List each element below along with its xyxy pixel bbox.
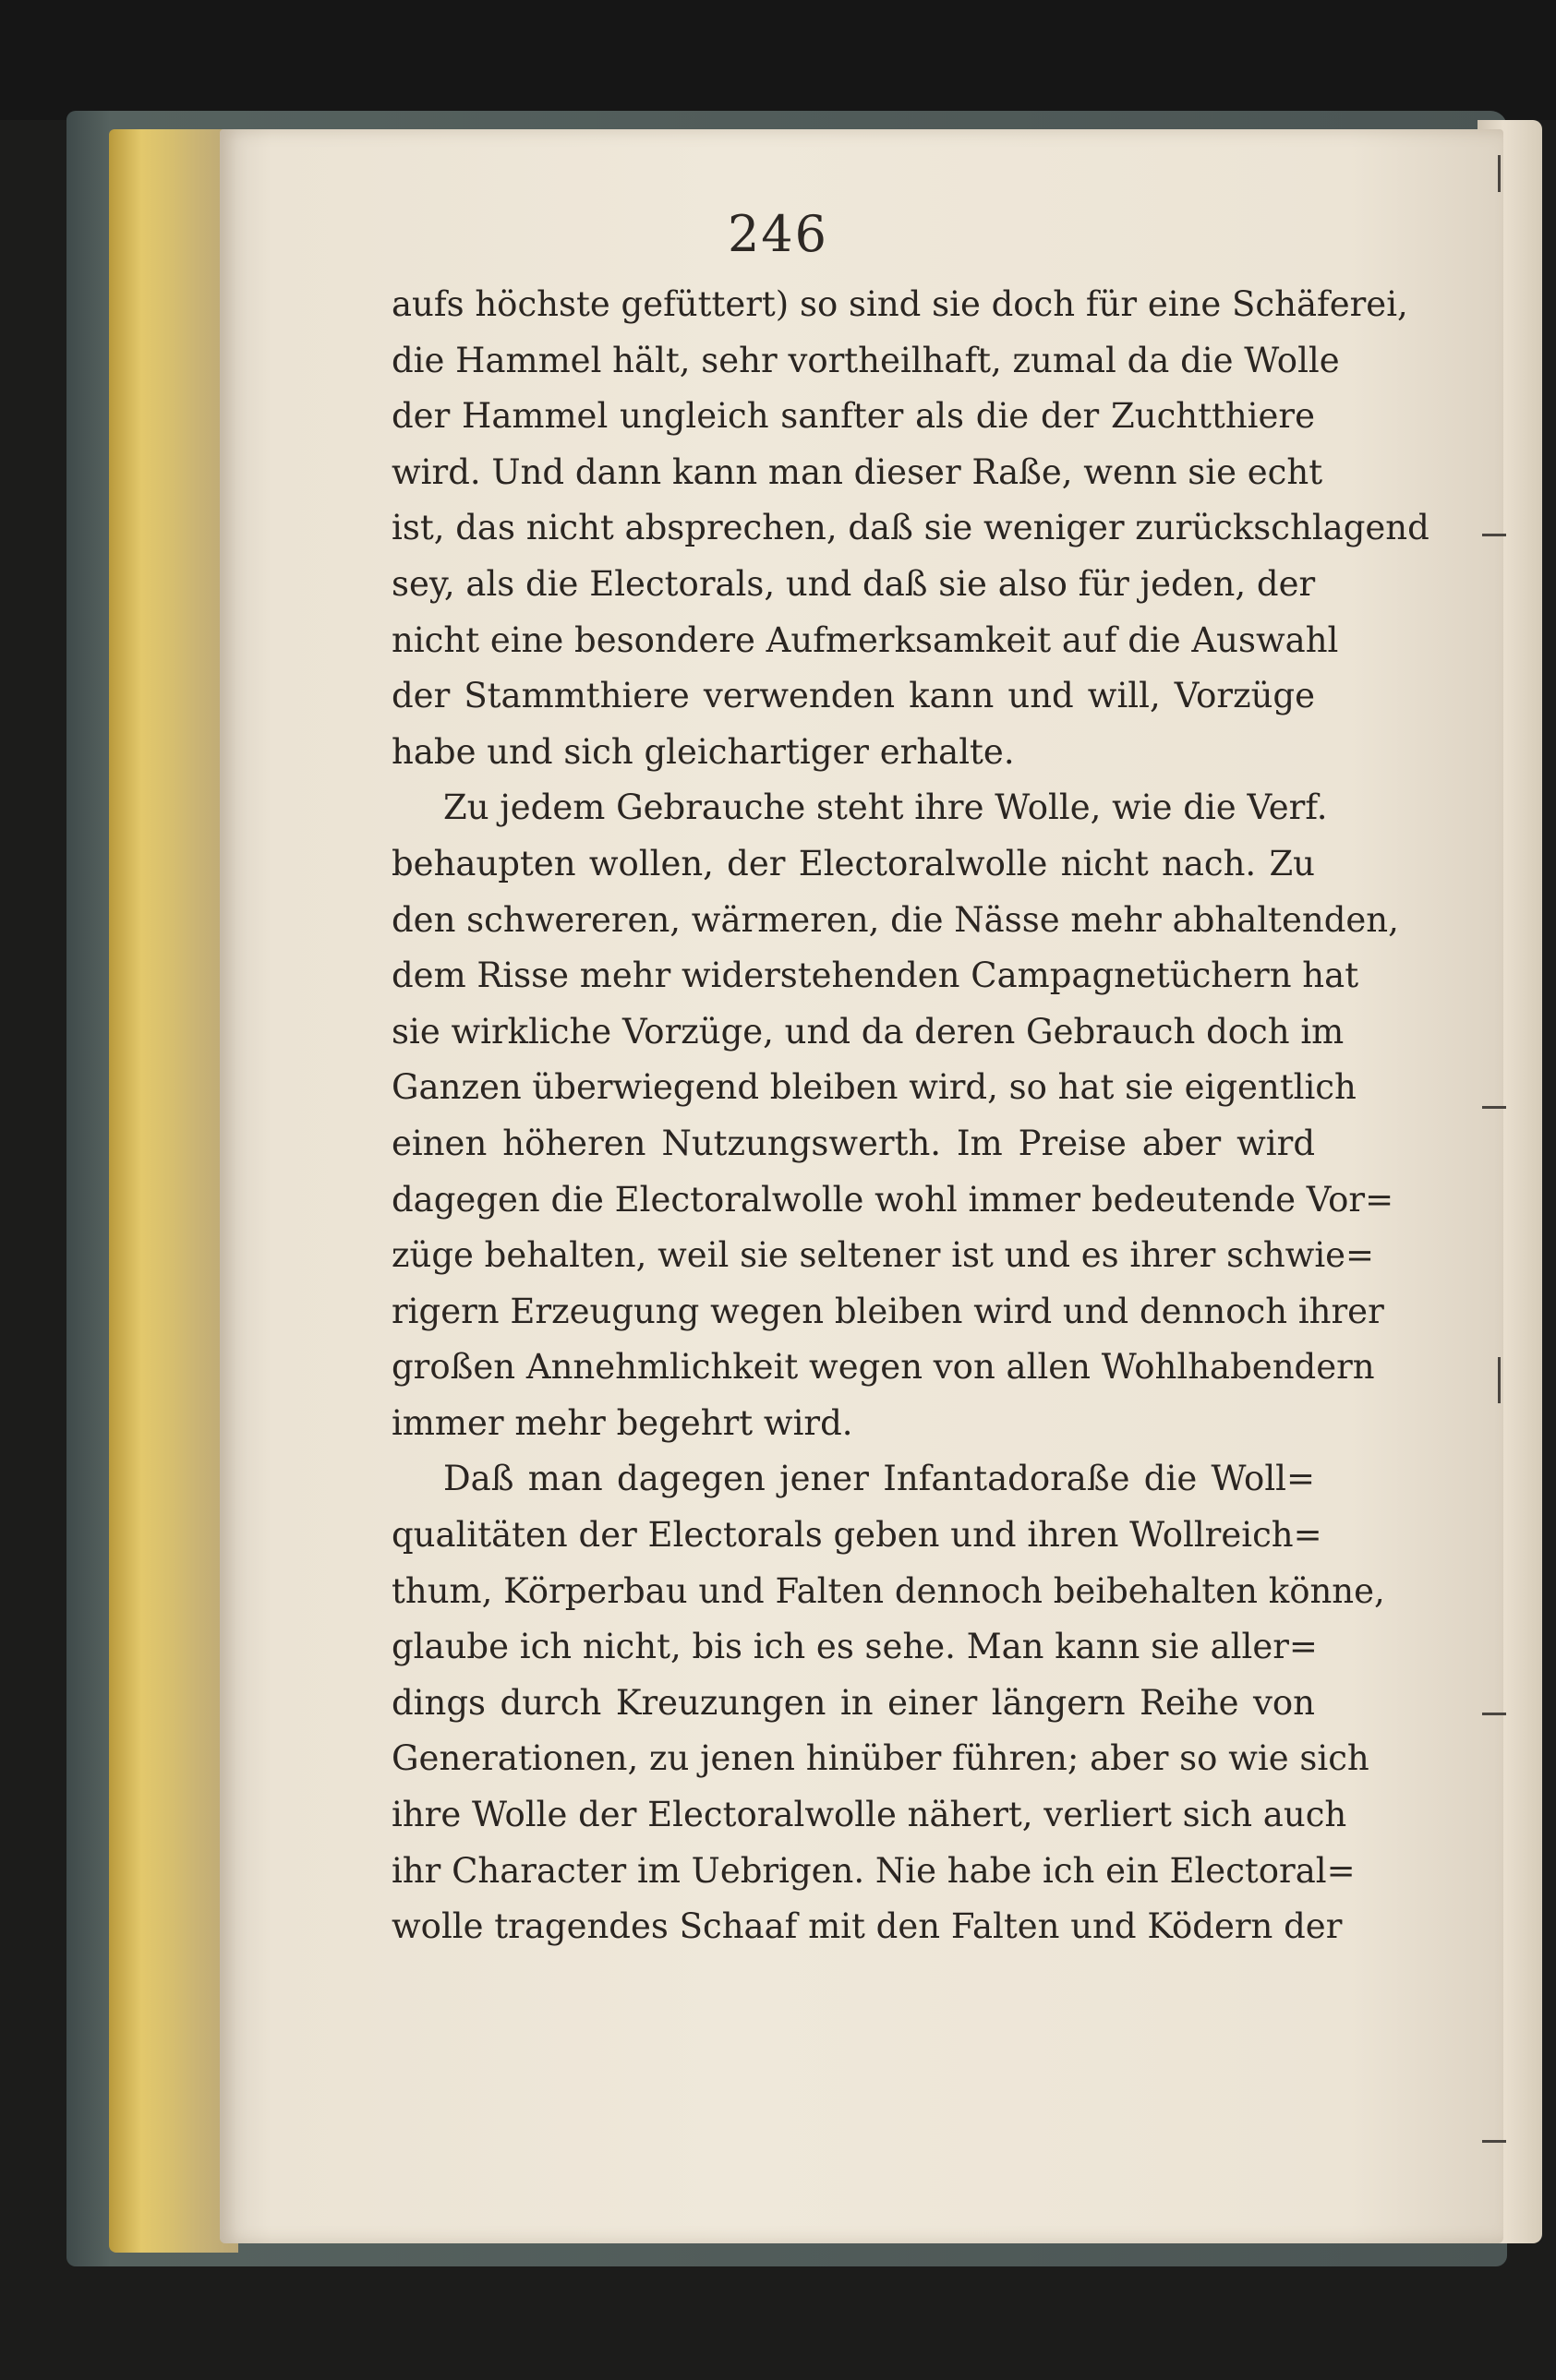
text-line: Daß man dagegen jener Infantadoraße die Woll= <box>443 1459 1315 1499</box>
margin-mark <box>1482 534 1506 536</box>
text-line: rigern Erzeugung wegen bleiben wird und dennoch ihrer <box>392 1291 1384 1331</box>
margin-mark <box>1498 1357 1501 1403</box>
margin-mark <box>1482 1106 1506 1109</box>
text-line: der Stammthiere verwenden kann und will, Vorzüge <box>392 676 1315 716</box>
page-block-edge <box>109 129 238 2253</box>
text-line: sey, als die Electorals, und daß sie also für jeden, der <box>392 563 1316 604</box>
text-line: die Hammel hält, sehr vortheilhaft, zumal da die Wolle <box>392 340 1340 380</box>
text-line: wolle tragendes Schaaf mit den Falten und Ködern der <box>392 1906 1343 1947</box>
text-line: dings durch Kreuzungen in einer längern Reihe von <box>392 1682 1315 1723</box>
text-line: nicht eine besondere Aufmerksamkeit auf die Auswahl <box>392 619 1339 660</box>
text-line: ihre Wolle der Electoralwolle nähert, verliert sich auch <box>392 1795 1347 1835</box>
text-line: großen Annehmlichkeit wegen von allen Wohlhabendern <box>392 1347 1375 1388</box>
text-line: ist, das nicht absprechen, daß sie weniger zurückschlagend <box>392 508 1429 548</box>
text-line: züge behalten, weil sie seltener ist und es ihrer schwie= <box>392 1235 1375 1276</box>
text-line: Ganzen überwiegend bleiben wird, so hat sie eigentlich <box>392 1067 1357 1108</box>
text-line: einen höheren Nutzungswerth. Im Preise aber wird <box>392 1123 1315 1163</box>
text-line: wird. Und dann kann man dieser Raße, wenn sie echt <box>392 451 1323 492</box>
body-text <box>392 277 1429 1955</box>
text-line: glaube ich nicht, bis ich es sehe. Man kann sie aller= <box>392 1627 1318 1667</box>
text-line: den schwereren, wärmeren, die Nässe mehr abhaltenden, <box>392 899 1399 940</box>
text-line: behaupten wollen, der Electoralwolle nicht nach. Zu <box>392 843 1315 883</box>
text-line: dagegen die Electoralwolle wohl immer bedeutende Vor= <box>392 1179 1394 1220</box>
text-line: dem Risse mehr widerstehenden Campagnetüchern hat <box>392 956 1359 996</box>
text-line: qualitäten der Electorals geben und ihren Wollreich= <box>392 1515 1322 1556</box>
text-line: habe und sich gleichartiger erhalte. <box>392 731 1015 772</box>
text-line: immer mehr begehrt wird. <box>392 1402 853 1443</box>
margin-mark <box>1482 2140 1506 2143</box>
background-top <box>0 0 1556 120</box>
text-line: aufs höchste gefüttert) so sind sie doch für eine Schäferei, <box>392 284 1408 324</box>
text-line: der Hammel ungleich sanfter als die der Zuchtthiere <box>392 396 1315 437</box>
text-line: sie wirkliche Vorzüge, und da deren Gebrauch doch im <box>392 1011 1345 1052</box>
text-line: thum, Körperbau und Falten dennoch beibehalten könne, <box>392 1570 1385 1611</box>
margin-mark <box>1498 155 1501 192</box>
text-line: ihr Character im Uebrigen. Nie habe ich ein Electoral= <box>392 1850 1356 1891</box>
text-line: Generationen, zu jenen hinüber führen; aber so wie sich <box>392 1738 1369 1779</box>
margin-mark <box>1482 1713 1506 1715</box>
page-number: 246 <box>727 205 829 263</box>
text-line: Zu jedem Gebrauche steht ihre Wolle, wie die Verf. <box>443 787 1328 828</box>
